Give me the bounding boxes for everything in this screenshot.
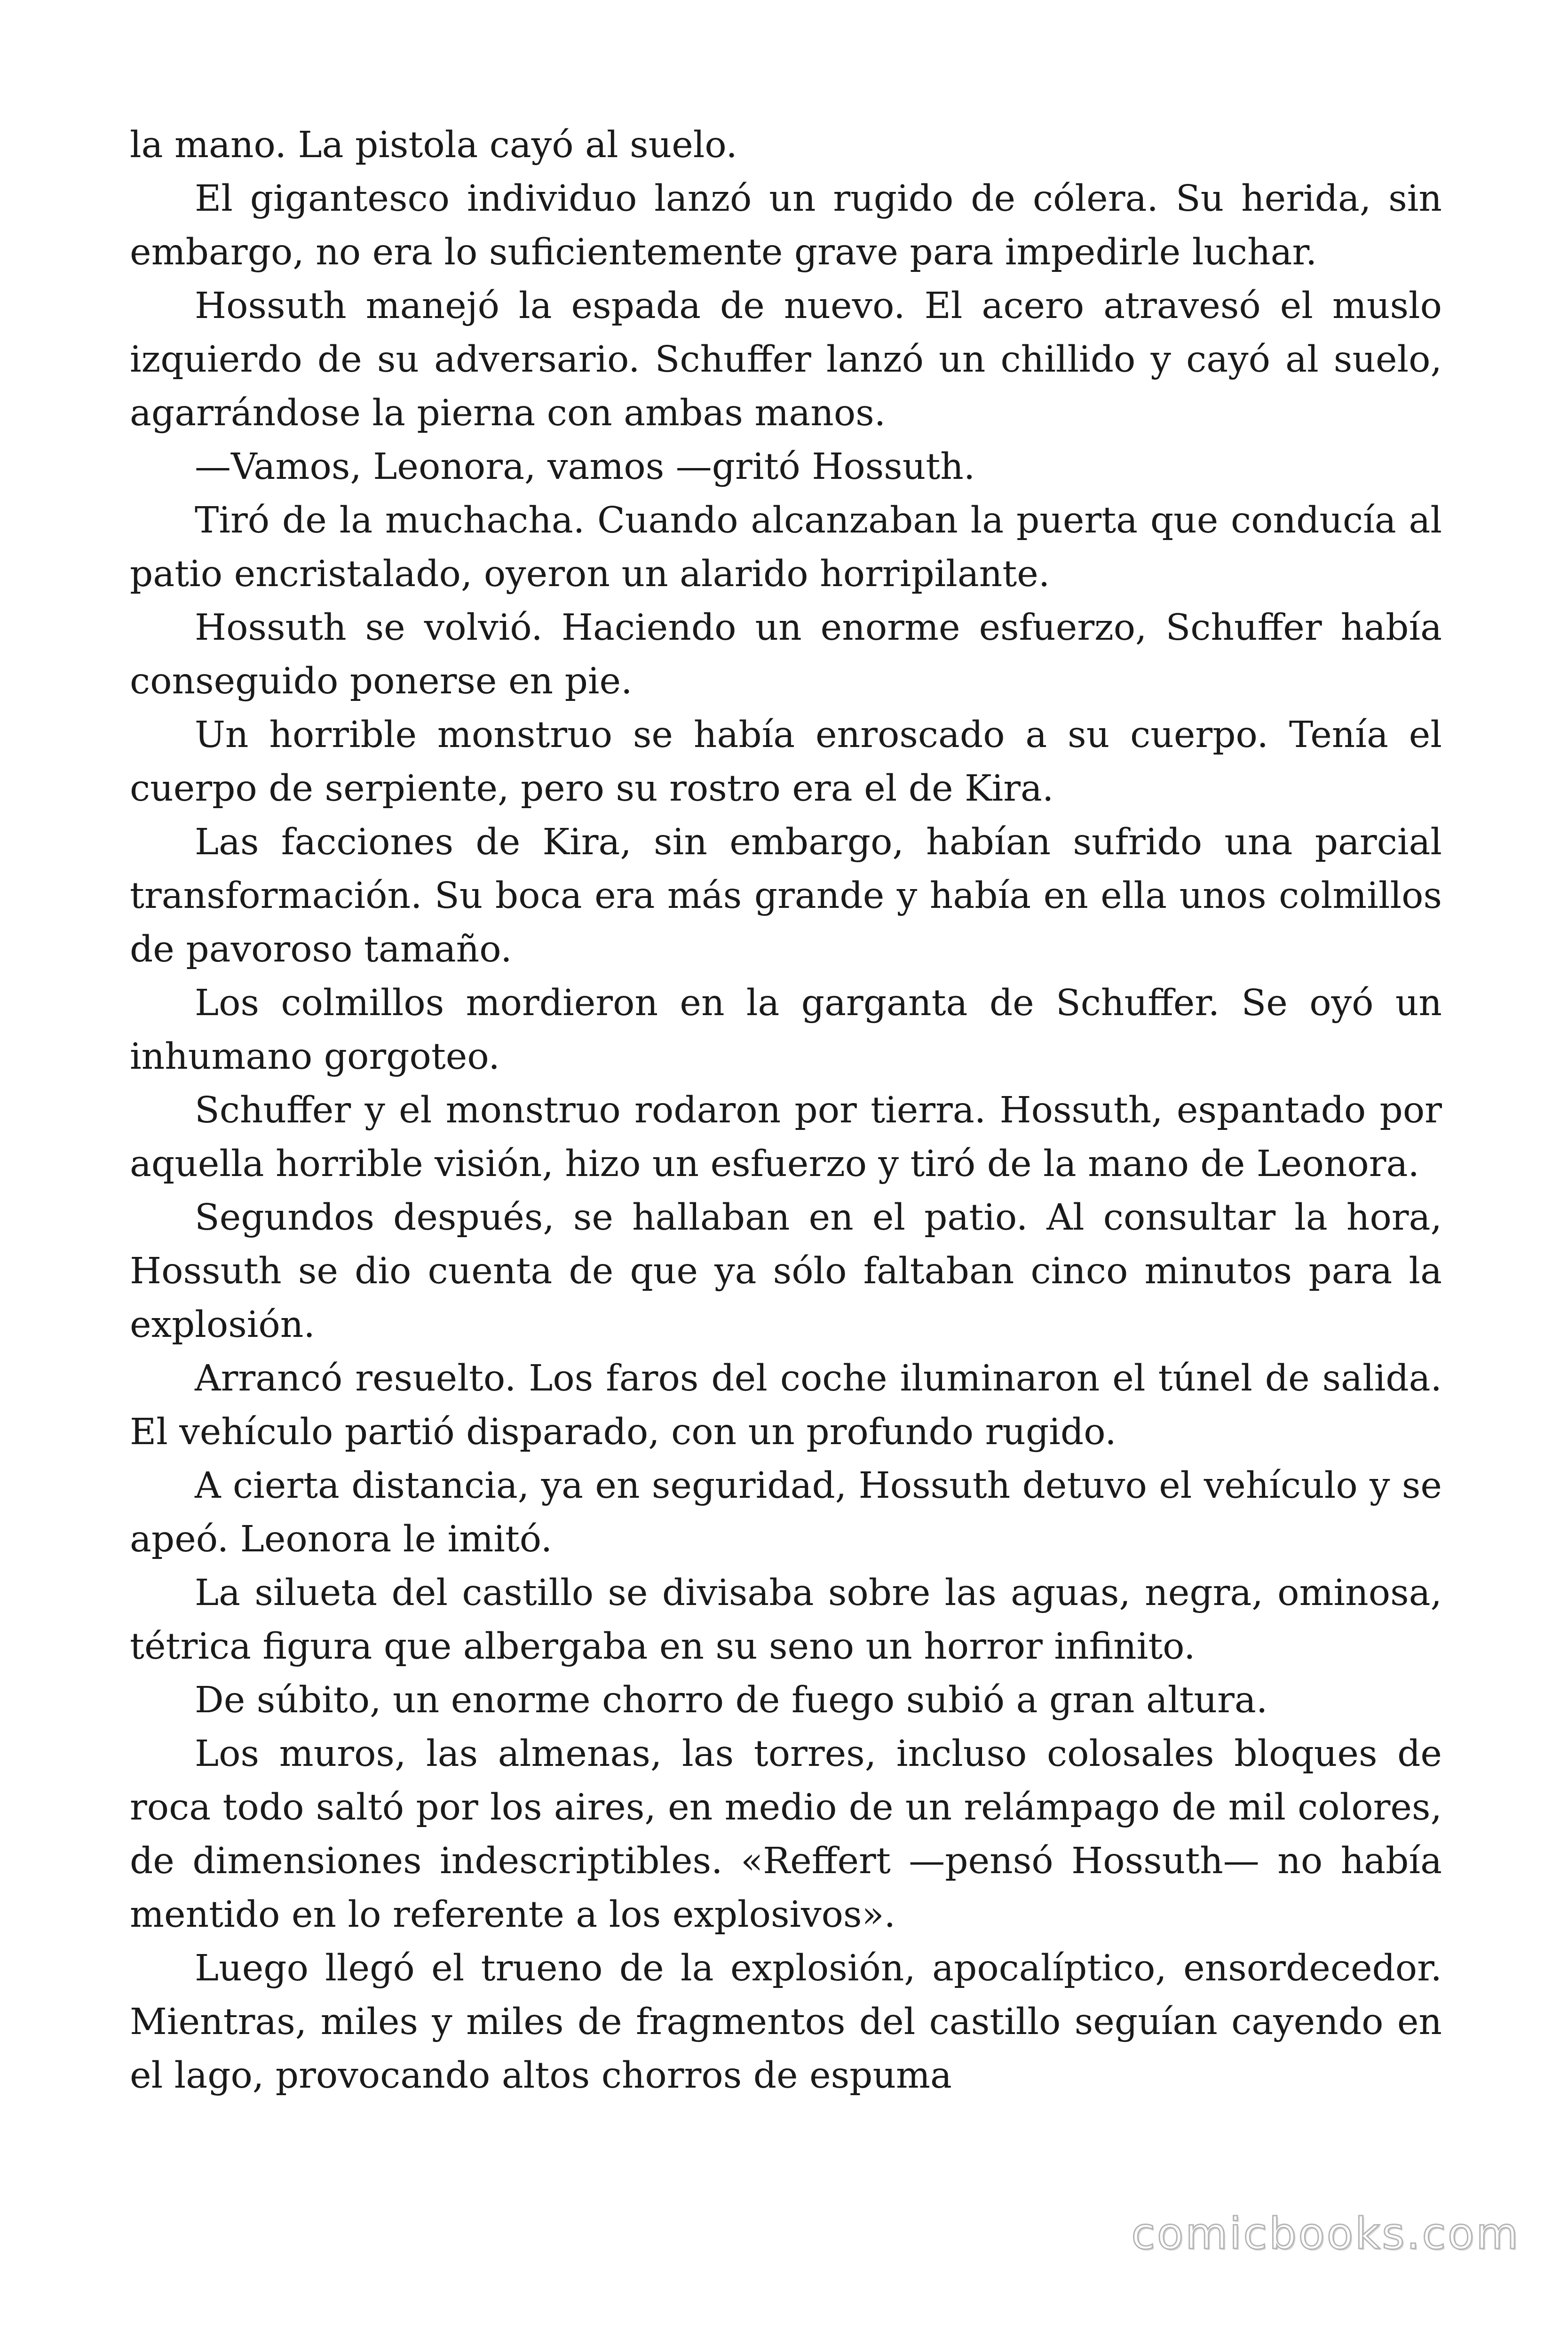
paragraph-11: Segundos después, se hallaban en el patio. Al consultar la hora, Hossuth se dio cuenta de que ya sólo faltaban cinco minutos para la explosión. (130, 1197, 1442, 1346)
paragraph-14: La silueta del castillo se divisaba sobre las aguas, negra, ominosa, tétrica figura que albergaba en su seno un horror infinito. (130, 1572, 1442, 1668)
paragraph-15: De súbito, un enorme chorro de fuego subió a gran altura. (195, 1679, 1268, 1721)
paragraph-1: la mano. La pistola cayó al suelo. (130, 124, 737, 166)
paragraph-6: Hossuth se volvió. Haciendo un enorme esfuerzo, Schuffer había conseguido ponerse en pie. (130, 607, 1442, 702)
paragraph-4: —Vamos, Leonora, vamos —gritó Hossuth. (195, 446, 975, 488)
paragraph-9: Los colmillos mordieron en la garganta de Schuffer. Se oyó un inhumano gorgoteo. (130, 982, 1442, 1078)
paragraph-16: Los muros, las almenas, las torres, incluso colosales bloques de roca todo saltó por los aires, en medio de un relámpago de mil colores, de dimensiones indescriptibles. «Reffert —pensó Hossuth— no había mentido en lo referente a los explosivos». (130, 1733, 1442, 1936)
paragraph-3: Hossuth manejó la espada de nuevo. El acero atravesó el muslo izquierdo de su adversario. Schuffer lanzó un chillido y cayó al suelo, agarrándose la pierna con ambas manos. (130, 285, 1442, 434)
paragraph-8: Las facciones de Kira, sin embargo, habían sufrido una parcial transformación. Su boca era más grande y había en ella unos colmillos de pavoroso tamaño. (130, 821, 1442, 970)
paragraph-12: Arrancó resuelto. Los faros del coche iluminaron el túnel de salida. El vehículo partió disparado, con un profundo rugido. (130, 1358, 1442, 1453)
paragraph-17: Luego llegó el trueno de la explosión, apocalíptico, ensordecedor. Mientras, miles y miles de fragmentos del castillo seguían cayendo en el lago, provocando altos chorros de espuma (130, 1947, 1442, 2097)
paragraph-5: Tiró de la muchacha. Cuando alcanzaban la puerta que conducía al patio encristalado, oyeron un alarido horripilante. (130, 500, 1442, 595)
paragraph-10: Schuffer y el monstruo rodaron por tierra. Hossuth, espantado por aquella horrible visión, hizo un esfuerzo y tiró de la mano de Leonora. (130, 1089, 1442, 1185)
paragraph-2: El gigantesco individuo lanzó un rugido de cólera. Su herida, sin embargo, no era lo suficientemente grave para impedirle luchar. (130, 178, 1442, 273)
page-body (130, 119, 1442, 2103)
paragraph-13: A cierta distancia, ya en seguridad, Hossuth detuvo el vehículo y se apeó. Leonora le imitó. (130, 1465, 1442, 1560)
paragraph-7: Un horrible monstruo se había enroscado a su cuerpo. Tenía el cuerpo de serpiente, pero su rostro era el de Kira. (130, 714, 1442, 810)
watermark: comicbooks.com (1131, 2209, 1520, 2259)
